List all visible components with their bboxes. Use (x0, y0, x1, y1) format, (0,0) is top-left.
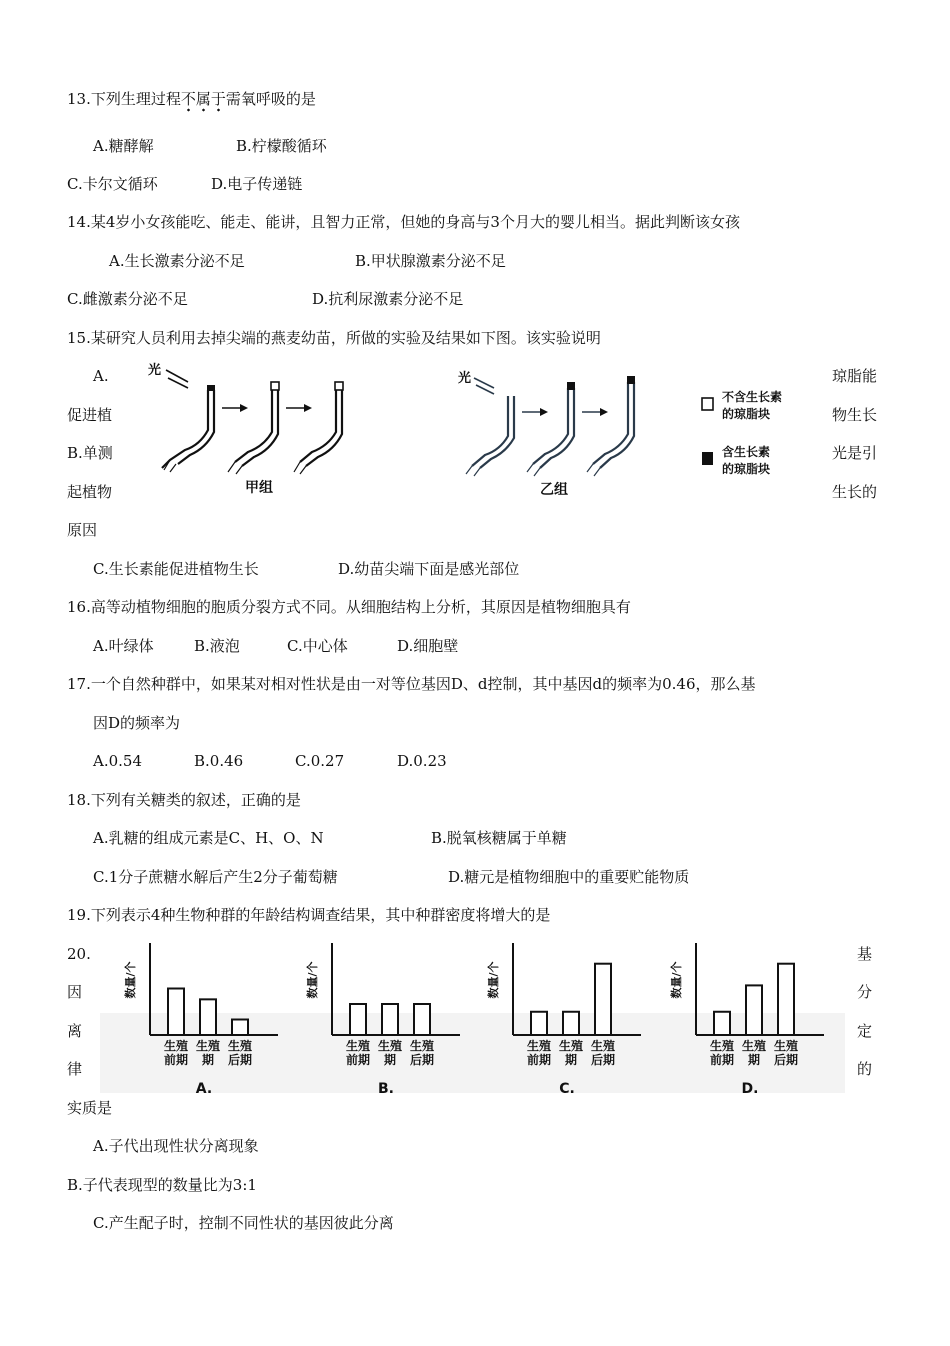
q15-option-b-part: 光是引 (832, 444, 878, 462)
group-a-label: 甲组 (245, 480, 273, 496)
q13-option-a[interactable]: A.糖酵解 (93, 137, 154, 155)
legend-full-text: 的琼脂块 (722, 462, 771, 476)
bar (746, 985, 762, 1035)
q15-option-a-part: 促进植 (67, 406, 113, 424)
category-tick-label: 生殖 (345, 1039, 371, 1053)
q18-stem: 18.下列有关糖类的叙述，正确的是 (67, 791, 301, 809)
bar (382, 1004, 398, 1035)
q14-option-a[interactable]: A.生长激素分泌不足 (109, 252, 245, 270)
category-tick-label: 生殖 (409, 1039, 435, 1053)
q16-option-d[interactable]: D.细胞壁 (397, 637, 459, 655)
q20-stem-part: 的 (857, 1060, 873, 1078)
q15-option-b-part: 起植物 (67, 483, 113, 501)
q18-option-b[interactable]: B.脱氧核糖属于单糖 (431, 829, 567, 847)
panel-label: D. (741, 1081, 759, 1097)
q18-option-a[interactable]: A.乳糖的组成元素是C、H、O、N (93, 829, 324, 847)
category-tick-label: 生殖 (195, 1039, 221, 1053)
q13-option-b[interactable]: B.柠檬酸循环 (236, 137, 327, 155)
category-tick-label: 前期 (526, 1053, 552, 1067)
q20-stem-part: 律 (67, 1060, 83, 1078)
category-tick-label: 前期 (163, 1053, 189, 1067)
category-tick-label: 生殖 (558, 1039, 584, 1053)
panel-label: A. (195, 1081, 213, 1097)
q20-option-c[interactable]: C.产生配子时，控制不同性状的基因彼此分离 (93, 1214, 394, 1232)
category-tick-label: 生殖 (227, 1039, 253, 1053)
legend-empty-text: 的琼脂块 (722, 407, 771, 421)
q15-option-a-part: 琼脂能 (832, 367, 878, 385)
figure-legend (702, 389, 782, 476)
bar (563, 1012, 579, 1035)
q15-option-d[interactable]: D.幼苗尖端下面是感光部位 (338, 560, 520, 578)
q13-option-d[interactable]: D.电子传递链 (211, 175, 303, 193)
bar (168, 989, 184, 1036)
category-tick-label: 生殖 (590, 1039, 616, 1053)
q17-option-a[interactable]: A.0.54 (93, 752, 142, 770)
q16-option-c[interactable]: C.中心体 (287, 637, 348, 655)
bar (414, 1004, 430, 1035)
q15-option-b-part: 生长的 (832, 483, 878, 501)
light-label: 光 (148, 363, 162, 378)
category-tick-label: 期 (383, 1053, 397, 1067)
bar (595, 964, 611, 1035)
q15-option-a-part: 物生长 (832, 406, 878, 424)
q20-stem-part: 20. (67, 945, 91, 963)
q18-option-d[interactable]: D.糖元是植物细胞中的重要贮能物质 (448, 868, 690, 886)
category-tick-label: 生殖 (526, 1039, 552, 1053)
q20-option-b[interactable]: B.子代表现型的数量比为3:1 (67, 1176, 257, 1194)
q17-option-c[interactable]: C.0.27 (295, 752, 345, 770)
y-axis-label: 数量/个 (670, 961, 683, 999)
category-tick-label: 前期 (709, 1053, 735, 1067)
q19-age-structure-charts (100, 935, 845, 1100)
bar (350, 1004, 366, 1035)
category-tick-label: 生殖 (377, 1039, 403, 1053)
q17-stem: 17.一个自然种群中，如果某对相对性状是由一对等位基因D、d控制，其中基因d的频率为0.46，那么基 (67, 675, 756, 693)
category-tick-label: 期 (201, 1053, 215, 1067)
bar (232, 1020, 248, 1036)
category-tick-label: 前期 (345, 1053, 371, 1067)
category-tick-label: 期 (747, 1053, 761, 1067)
legend-full-block (702, 452, 713, 465)
q14-option-d[interactable]: D.抗利尿激素分泌不足 (312, 290, 464, 308)
y-axis-label: 数量/个 (124, 961, 137, 999)
emphasis-dots: 不属于 (180, 90, 226, 108)
q18-option-c[interactable]: C.1分子蔗糖水解后产生2分子葡萄糖 (93, 868, 338, 886)
q17-option-b[interactable]: B.0.46 (194, 752, 244, 770)
panel-label: C. (559, 1081, 575, 1097)
q20-stem-part: 实质是 (67, 1099, 113, 1117)
category-tick-label: 后期 (773, 1053, 799, 1067)
q17-stem-cont: 因D的频率为 (93, 714, 181, 732)
panel-label: B. (378, 1081, 394, 1097)
legend-empty-text: 不含生长素 (722, 390, 783, 404)
group-b-seedlings (458, 370, 635, 498)
category-tick-label: 生殖 (741, 1039, 767, 1053)
light-label: 光 (458, 371, 472, 386)
q15-option-a-part[interactable]: A. (93, 367, 109, 385)
y-axis-label: 数量/个 (487, 961, 500, 999)
q15-figure (140, 360, 820, 510)
group-b-label: 乙组 (540, 482, 568, 498)
q14-option-c[interactable]: C.雌激素分泌不足 (67, 290, 188, 308)
bar (778, 964, 794, 1035)
q20-stem-part: 离 (67, 1022, 83, 1040)
category-tick-label: 后期 (227, 1053, 253, 1067)
q20-option-a[interactable]: A.子代出现性状分离现象 (93, 1137, 259, 1155)
q14-stem: 14.某4岁小女孩能吃、能走、能讲，且智力正常，但她的身高与3个月大的婴儿相当。据此判断该女孩 (67, 213, 740, 231)
category-tick-label: 后期 (590, 1053, 616, 1067)
q15-stem: 15.某研究人员利用去掉尖端的燕麦幼苗，所做的实验及结果如下图。该实验说明 (67, 329, 601, 347)
legend-full-text: 含生长素 (722, 445, 771, 459)
category-tick-label: 生殖 (163, 1039, 189, 1053)
q15-option-c[interactable]: C.生长素能促进植物生长 (93, 560, 259, 578)
q15-option-b-part: 原因 (67, 521, 98, 539)
category-tick-label: 后期 (409, 1053, 435, 1067)
category-tick-label: 期 (564, 1053, 578, 1067)
q16-stem: 16.高等动植物细胞的胞质分裂方式不同。从细胞结构上分析，其原因是植物细胞具有 (67, 598, 631, 616)
q20-stem-part: 定 (857, 1022, 873, 1040)
bar (200, 999, 216, 1035)
q16-option-a[interactable]: A.叶绿体 (93, 637, 154, 655)
bar (531, 1012, 547, 1035)
q16-option-b[interactable]: B.液泡 (194, 637, 240, 655)
legend-empty-block (702, 398, 713, 410)
bar (714, 1012, 730, 1035)
q13-stem: 13.下列生理过程不属于需氧呼吸的是 (67, 90, 316, 108)
category-tick-label: 生殖 (709, 1039, 735, 1053)
group-a-seedlings (148, 362, 343, 496)
q13-option-c[interactable]: C.卡尔文循环 (67, 175, 158, 193)
q15-option-b-part[interactable]: B.单测 (67, 444, 113, 462)
category-tick-label: 生殖 (773, 1039, 799, 1053)
q20-stem-part: 分 (857, 983, 873, 1001)
y-axis-label: 数量/个 (306, 961, 319, 999)
q20-stem-part: 因 (67, 983, 83, 1001)
q17-option-d[interactable]: D.0.23 (397, 752, 447, 770)
q19-stem: 19.下列表示4种生物种群的年龄结构调查结果，其中种群密度将增大的是 (67, 906, 551, 924)
q20-stem-part: 基 (857, 945, 873, 963)
q14-option-b[interactable]: B.甲状腺激素分泌不足 (355, 252, 506, 270)
